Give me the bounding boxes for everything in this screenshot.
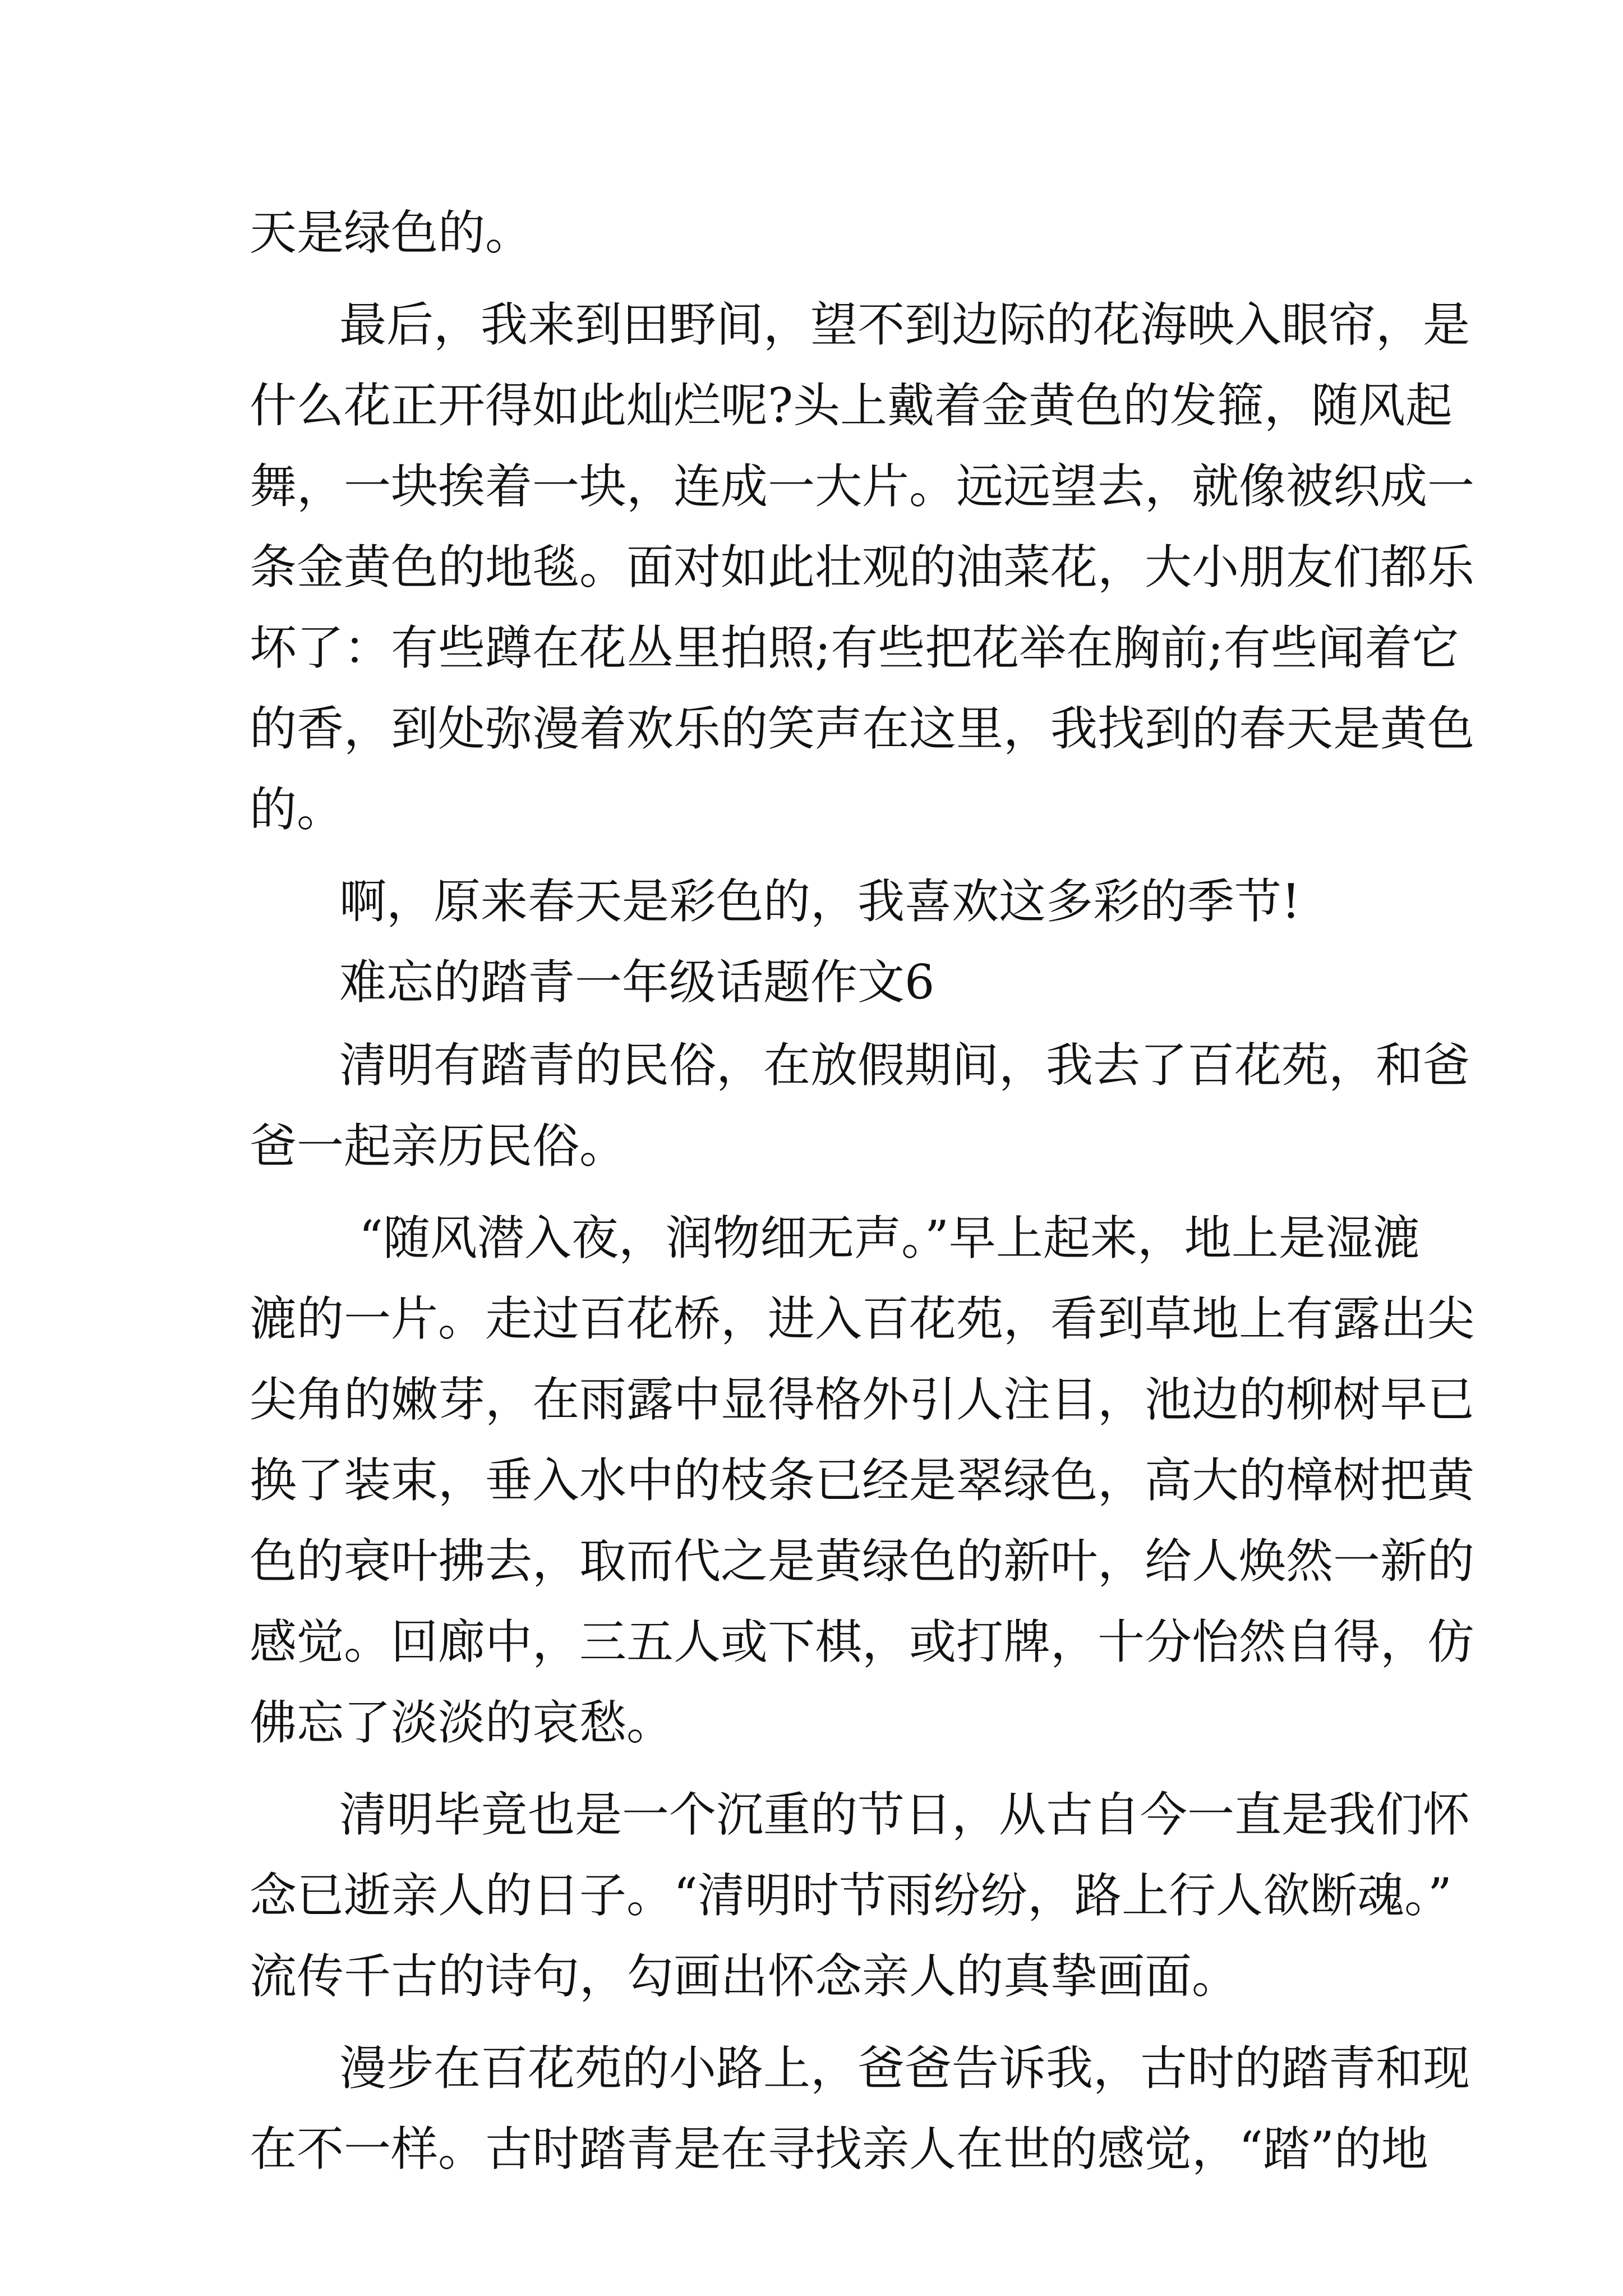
text-line — [0, 767, 1623, 852]
text-line — [0, 1519, 1623, 1603]
text-line — [0, 1438, 1623, 1522]
text-line — [0, 1277, 1623, 1361]
paragraph-line: 漉的一片。走过百花桥，进入百花苑，看到草地上有露出尖 — [250, 1291, 1475, 1346]
text-line — [0, 2107, 1623, 2191]
text-line — [0, 2026, 1623, 2110]
text-line — [0, 1773, 1623, 1857]
paragraph-line: 念已逝亲人的日子。“清明时节雨纷纷，路上行人欲断魂。” — [250, 1868, 1452, 1923]
paragraph-line: 色的衰叶拂去，取而代之是黄绿色的新叶，给人焕然一新的 — [250, 1534, 1475, 1589]
paragraph-single-line: 啊，原来春天是彩色的，我喜欢这多彩的季节! — [339, 874, 1301, 929]
text-line — [0, 364, 1623, 448]
paragraph-line-end: 天是绿色的。 — [250, 205, 533, 260]
text-line — [0, 1934, 1623, 2018]
text-line — [0, 283, 1623, 367]
paragraph-first-line: 清明有踏青的民俗，在放假期间，我去了百花苑，和爸 — [339, 1038, 1470, 1093]
text-line — [0, 525, 1623, 609]
text-line — [0, 1681, 1623, 1765]
text-line — [0, 1104, 1623, 1188]
paragraph-line-end: 流传千古的诗句，勾画出怀念亲人的真挚画面。 — [250, 1949, 1239, 2004]
text-line — [0, 1358, 1623, 1442]
text-line — [0, 1196, 1623, 1280]
paragraph-line: 的香，到处弥漫着欢乐的笑声在这里，我找到的春天是黄色 — [250, 701, 1475, 756]
paragraph-line: 什么花正开得如此灿烂呢?头上戴着金黄色的发箍，随风起 — [250, 378, 1453, 433]
paragraph-line: 感觉。回廊中，三五人或下棋，或打牌，十分怡然自得，仿 — [250, 1614, 1475, 1669]
text-line — [0, 1853, 1623, 1938]
text-line — [0, 191, 1623, 275]
paragraph-first-line: 清明毕竟也是一个沉重的节日，从古自今一直是我们怀 — [339, 1787, 1470, 1842]
text-line — [0, 606, 1623, 690]
paragraph-line: 换了装束，垂入水中的枝条已经是翠绿色，高大的樟树把黄 — [250, 1453, 1475, 1508]
text-line — [0, 687, 1623, 771]
paragraph-line-end: 的。 — [250, 782, 344, 837]
paragraph-line-end: 爸一起亲历民俗。 — [250, 1119, 627, 1174]
text-line — [0, 1023, 1623, 1107]
paragraph-line: 舞，一块挨着一块，连成一大片。远远望去，就像被织成一 — [250, 459, 1475, 514]
section-heading: 难忘的踏青一年级话题作文6 — [339, 955, 935, 1010]
paragraph-line: 在不一样。古时踏青是在寻找亲人在世的感觉，“踏”的地 — [250, 2122, 1428, 2177]
paragraph-first-line: 漫步在百花苑的小路上，爸爸告诉我，古时的踏青和现 — [339, 2041, 1470, 2096]
text-line — [0, 444, 1623, 528]
paragraph-first-line: “随风潜入夜，润物细无声。”早上起来，地上是湿漉 — [359, 1211, 1420, 1266]
paragraph-line: 条金黄色的地毯。面对如此壮观的油菜花，大小朋友们都乐 — [250, 540, 1475, 595]
paragraph-line: 坏了：有些蹲在花丛里拍照;有些把花举在胸前;有些闻着它 — [250, 620, 1459, 675]
paragraph-first-line: 最后，我来到田野间，望不到边际的花海映入眼帘，是 — [339, 297, 1470, 352]
paragraph-line: 尖角的嫩芽，在雨露中显得格外引人注目，池边的柳树早已 — [250, 1372, 1475, 1427]
text-line — [0, 1600, 1623, 1684]
text-line — [0, 940, 1623, 1024]
text-line — [0, 859, 1623, 944]
paragraph-line-end: 佛忘了淡淡的哀愁。 — [250, 1695, 674, 1750]
